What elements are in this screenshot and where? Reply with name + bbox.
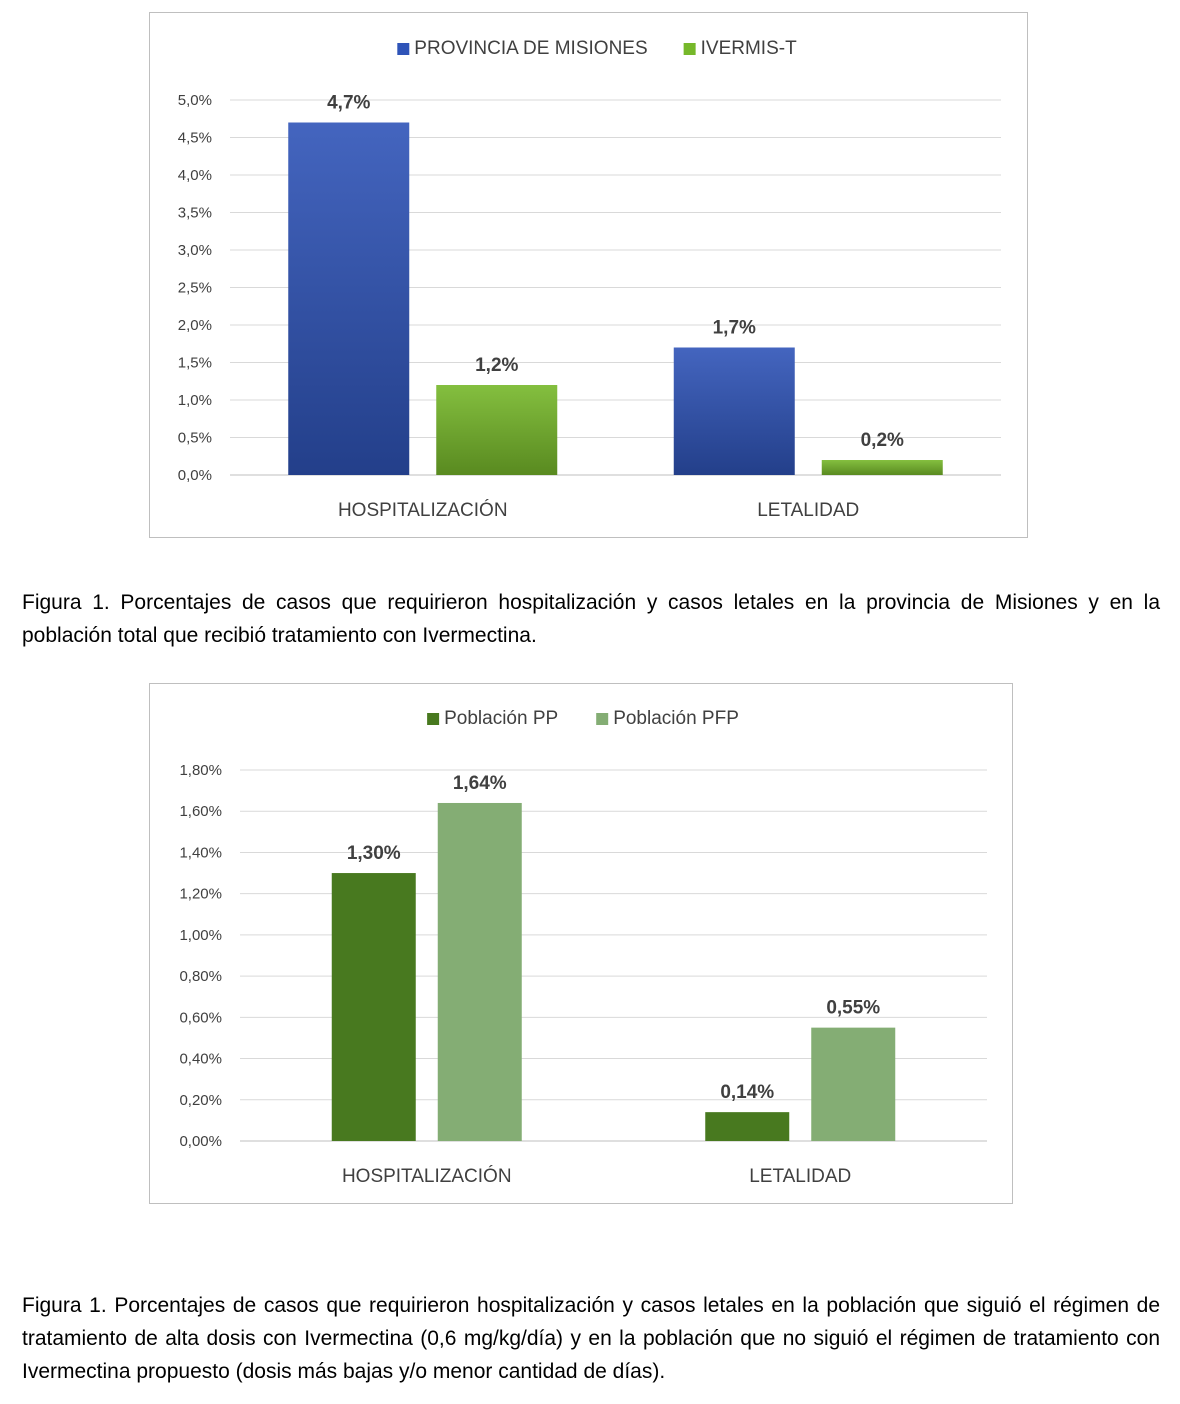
- y-tick-label: 3,0%: [177, 242, 212, 259]
- y-tick-label: 2,5%: [177, 279, 212, 297]
- y-tick-label: 1,5%: [177, 354, 212, 372]
- bar-series2-letalidad: [822, 460, 943, 475]
- y-tick-label: 1,00%: [179, 926, 222, 944]
- data-label: 4,7%: [327, 92, 371, 114]
- chart-1-svg: [150, 13, 1027, 537]
- x-category-label: LETALIDAD: [749, 1166, 852, 1187]
- x-category-label: HOSPITALIZACIÓN: [337, 500, 508, 521]
- bar-series1-hospitalizacion: [332, 873, 416, 1141]
- bar-series2-hospitalizacion: [438, 803, 522, 1141]
- legend: [397, 38, 797, 59]
- chart-2-svg: [150, 684, 1012, 1203]
- data-label: 1,64%: [452, 772, 507, 794]
- y-tick-label: 1,60%: [179, 803, 222, 821]
- data-label: 0,14%: [720, 1082, 775, 1104]
- y-tick-label: 1,40%: [179, 844, 222, 862]
- legend-swatch: [684, 43, 696, 55]
- y-tick-label: 4,0%: [177, 167, 212, 184]
- data-label: 1,30%: [346, 843, 401, 865]
- y-tick-label: 0,20%: [179, 1091, 222, 1109]
- legend-label: IVERMIS-T: [700, 38, 797, 59]
- y-tick-label: 4,5%: [177, 129, 212, 147]
- y-tick-label: 0,0%: [177, 467, 212, 484]
- data-label: 0,55%: [826, 997, 881, 1019]
- y-tick-label: 1,80%: [179, 762, 222, 779]
- y-tick-label: 0,80%: [179, 968, 222, 986]
- y-tick-label: 0,5%: [177, 429, 212, 447]
- y-tick-label: 0,00%: [179, 1133, 222, 1150]
- data-label: 0,2%: [860, 430, 904, 451]
- data-label: 1,2%: [475, 355, 519, 376]
- figure-1-caption: Figura 1. Porcentajes de casos que requirieron hospitalización y casos letales en la provincia de Misiones y en la población total que recibió tratamiento con Ivermectina.: [22, 591, 1160, 647]
- x-category-label: LETALIDAD: [757, 500, 860, 521]
- bar-series1-hospitalizacion: [288, 123, 409, 476]
- legend: [427, 708, 739, 729]
- bar-series2-letalidad: [811, 1028, 895, 1141]
- y-tick-label: 0,40%: [179, 1050, 222, 1068]
- y-tick-label: 2,0%: [177, 317, 212, 334]
- legend-label: Población PP: [444, 708, 559, 729]
- legend-swatch: [596, 713, 608, 725]
- bar-series2-hospitalizacion: [436, 385, 557, 475]
- bar-series1-letalidad: [674, 348, 795, 476]
- legend-swatch: [427, 713, 439, 725]
- x-category-label: HOSPITALIZACIÓN: [341, 1166, 512, 1187]
- y-tick-label: 1,0%: [177, 392, 212, 409]
- chart-hospitalizacion-letalidad-regimen: [149, 683, 1013, 1204]
- y-tick-label: 1,20%: [179, 885, 222, 903]
- legend-label: PROVINCIA DE MISIONES: [414, 38, 648, 59]
- bar-series1-letalidad: [705, 1112, 789, 1141]
- data-label: 1,7%: [712, 317, 756, 339]
- legend-label: Población PFP: [613, 708, 739, 729]
- chart-hospitalizacion-letalidad-misiones: [149, 12, 1028, 538]
- y-tick-label: 0,60%: [179, 1009, 222, 1027]
- y-tick-label: 5,0%: [177, 92, 212, 109]
- y-tick-label: 3,5%: [177, 204, 212, 222]
- figure-2-caption: Figura 1. Porcentajes de casos que requirieron hospitalización y casos letales en la población que siguió el régimen de tratamiento de alta dosis con Ivermectina (0,6 mg/kg/día) y en la población que no siguió el régimen de tratamiento con Ivermectina propuesto (dosis más bajas y/o menor cantidad de días).: [22, 1294, 1160, 1383]
- legend-swatch: [397, 43, 409, 55]
